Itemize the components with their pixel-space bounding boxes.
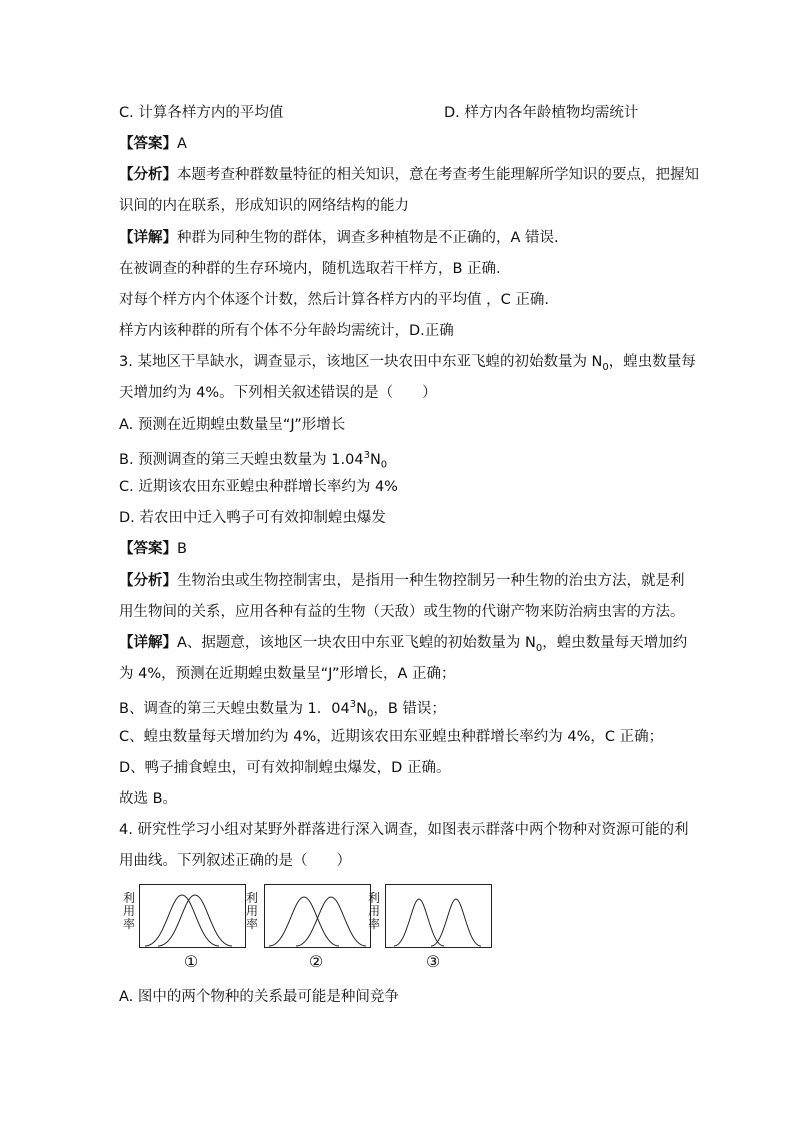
q3-option-b-n: N <box>369 451 381 468</box>
q4-option-a: A. 图中的两个物种的关系最可能是种间竞争 <box>119 989 399 1005</box>
detail-text: B、调查的第三天蝗虫数量为 1．04 <box>119 700 350 717</box>
answer-tag: 【答案】 <box>119 136 177 152</box>
q3-analysis-line1 <box>119 571 685 591</box>
figure-2-ylabel: 利用率 <box>245 891 258 931</box>
q3-stem-line2: 天增加约为 4%。下列相关叙述错误的是（ ） <box>119 385 437 401</box>
q2-option-c: C. 计算各样方内的平均值 <box>119 105 284 121</box>
q3-option-b <box>119 446 387 476</box>
q2-detail-line3: 对每个样方内个体逐个计数，然后计算各样方内的平均值 ，C 正确. <box>119 292 549 308</box>
detail-tag: 【详解】 <box>119 635 177 651</box>
q2-detail-line2: 在被调查的种群的生存环境内，随机选取若干样方，B 正确. <box>119 261 501 277</box>
figure-1-ylabel: 利用率 <box>122 891 135 931</box>
figure-1-curves <box>140 885 245 947</box>
q4-stem-line2: 用曲线。下列叙述正确的是（ ） <box>119 853 351 869</box>
figure-3-ylabel: 利用率 <box>367 891 380 931</box>
q3-detail-line3 <box>119 695 446 725</box>
answer-tag: 【答案】 <box>119 541 177 557</box>
analysis-text: 生物治虫或生物控制害虫，是指用一种生物控制另一种生物的治虫方法，就是利 <box>177 573 685 589</box>
analysis-tag: 【分析】 <box>119 167 177 183</box>
figure-2-plot <box>264 884 371 948</box>
q3-option-b-text: B. 预测调查的第三天蝗虫数量为 1.04 <box>119 451 364 468</box>
figure-3-curves <box>386 885 491 947</box>
figure-2-label: ② <box>308 952 324 971</box>
subscript: 0 <box>380 459 388 471</box>
q2-analysis-line1 <box>119 165 699 185</box>
detail-text-end: ，B 错误； <box>373 700 446 717</box>
subscript: 0 <box>535 642 543 654</box>
q2-analysis-line2: 识间的内在联系，形成知识的网络结构的能力 <box>119 198 409 214</box>
q2-detail-line1 <box>119 228 559 248</box>
subscript: 0 <box>602 361 609 373</box>
analysis-tag: 【分析】 <box>119 573 177 589</box>
detail-text: A、据题意，该地区一块农田中东亚飞蝗的初始数量为 N <box>177 635 536 651</box>
q3-answer <box>119 539 187 559</box>
q2-option-d: D. 样方内各年龄植物均需统计 <box>444 105 639 121</box>
q3-stem-text-end: ，蝗虫数量每 <box>608 354 696 370</box>
q3-detail-line5: D、鸭子捕食蝗虫，可有效抑制蝗虫爆发，D 正确。 <box>119 760 451 776</box>
detail-text-end: ，蝗虫数量每天增加约 <box>542 635 688 651</box>
q3-detail-line4: C、蝗虫数量每天增加约为 4%，近期该农田东亚蝗虫种群增长率约为 4%，C 正确； <box>119 729 664 745</box>
q3-option-c: C. 近期该农田东亚蝗虫种群增长率约为 4% <box>119 479 398 495</box>
q3-stem-text: 3. 某地区干旱缺水，调查显示，该地区一块农田中东亚飞蝗的初始数量为 N <box>119 354 603 370</box>
answer-text: B <box>177 541 187 557</box>
q3-stem-line1 <box>119 352 696 378</box>
figure-3-plot <box>385 884 492 948</box>
figure-1-label: ① <box>183 952 199 971</box>
detail-n: N <box>356 700 367 717</box>
q3-detail-line6: 故选 B。 <box>119 791 178 807</box>
q3-detail-line2: 为 4%，预测在近期蝗虫数量呈“J”形增长，A 正确； <box>119 666 456 682</box>
q2-detail-line4: 样方内该种群的所有个体不分年龄均需统计，D.正确 <box>119 323 454 339</box>
q3-option-a: A. 预测在近期蝗虫数量呈“J”形增长 <box>119 417 346 433</box>
q2-answer <box>119 134 187 154</box>
answer-text: A <box>177 136 187 152</box>
figure-3-label: ③ <box>425 952 441 971</box>
detail-tag: 【详解】 <box>119 230 177 246</box>
superscript: 3 <box>349 699 357 710</box>
detail-text: 种群为同种生物的群体，调查多种植物是不正确的，A 错误. <box>177 230 559 246</box>
figure-1-plot <box>139 884 246 948</box>
q3-analysis-line2: 用生物间的关系，应用各种有益的生物（天敌）或生物的代谢产物来防治病虫害的方法。 <box>119 604 685 620</box>
analysis-text: 本题考查种群数量特征的相关知识，意在考查考生能理解所学知识的要点，把握知 <box>177 167 699 183</box>
subscript: 0 <box>366 708 374 720</box>
q3-detail-line1 <box>119 633 687 659</box>
superscript: 3 <box>363 450 370 461</box>
q3-option-d: D. 若农田中迁入鸭子可有效抑制蝗虫爆发 <box>119 510 386 526</box>
figure-2-curves <box>265 885 370 947</box>
q4-stem-line1: 4. 研究性学习小组对某野外群落进行深入调查，如图表示群落中两个物种对资源可能的利 <box>119 822 689 838</box>
